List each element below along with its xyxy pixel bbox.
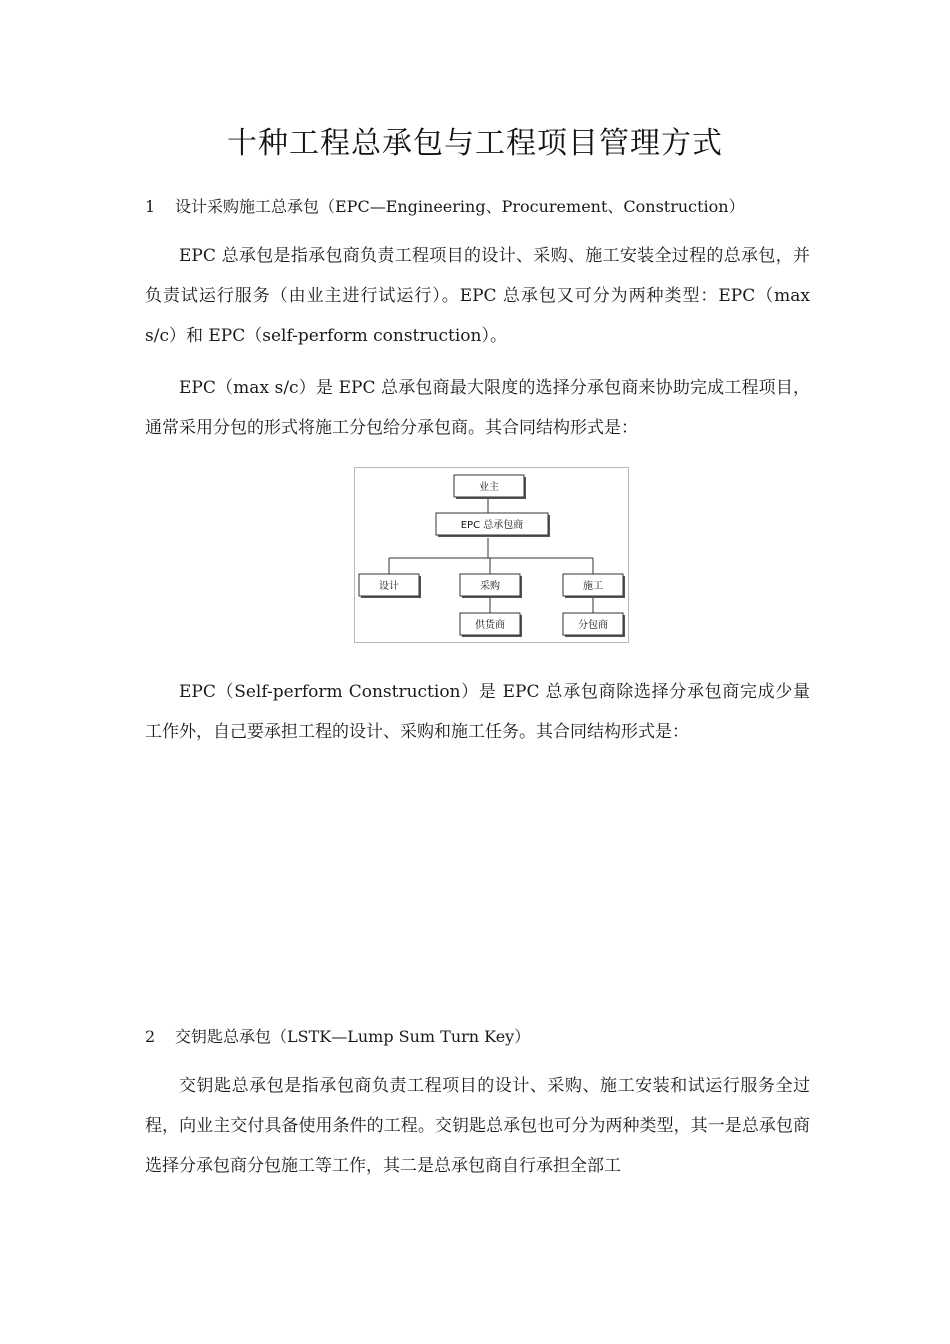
section-2-number: 2 [145, 1027, 156, 1046]
subcontractor-label: 分包商 [578, 620, 608, 631]
section-2-heading-text: 交钥匙总承包（LSTK—Lump Sum Turn Key） [175, 1027, 531, 1046]
section-1-heading-text: 设计采购施工总承包（EPC—Engineering、Procurement、Construction） [175, 197, 745, 216]
epc-max-sc-contract-structure-diagram [354, 467, 629, 643]
section-2-heading [145, 1024, 530, 1047]
section-2-paragraph-1: 交钥匙总承包是指承包商负责工程项目的设计、采购、施工安装和试运行服务全过程，向业主交付具备使用条件的工程。交钥匙总承包也可分为两种类型，其一是总承包商选择分承包商分包施工等工作，其二是总承包商自行承担全部工 [145, 1076, 810, 1176]
org-chart-svg [355, 468, 628, 642]
epc-contractor-label: EPC 总承包商 [460, 520, 524, 531]
owner-label: 业主 [479, 482, 499, 493]
procurement-label: 采购 [480, 581, 500, 592]
construction-label: 施工 [583, 581, 603, 592]
section-1-paragraph-1: EPC 总承包是指承包商负责工程项目的设计、采购、施工安装全过程的总承包，并负责试运行服务（由业主进行试运行）。EPC 总承包又可分为两种类型：EPC（max s/c）和 EPC（self-perform construction）。 [145, 246, 810, 346]
design-label: 设计 [379, 581, 399, 592]
supplier-label: 供货商 [475, 620, 505, 631]
section-1-heading [145, 194, 745, 217]
section-1-number: 1 [145, 197, 156, 216]
document-title: 十种工程总承包与工程项目管理方式 [227, 126, 723, 161]
section-1-paragraph-2: EPC（max s/c）是 EPC 总承包商最大限度的选择分承包商来协助完成工程项目，通常采用分包的形式将施工分包给分承包商。其合同结构形式是： [145, 378, 810, 438]
section-1-paragraph-3: EPC（Self-perform Construction）是 EPC 总承包商除选择分承包商完成少量工作外，自己要承担工程的设计、采购和施工任务。其合同结构形式是： [145, 682, 810, 742]
